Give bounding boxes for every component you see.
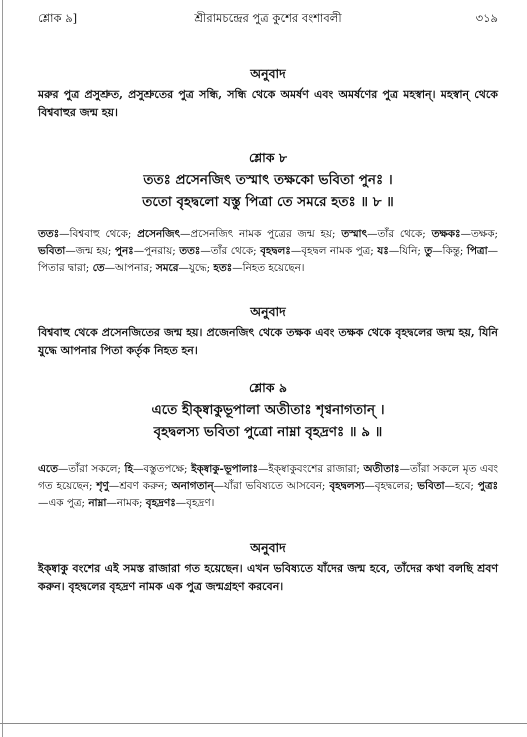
synonym-meaning: —বস্তুতপক্ষে; xyxy=(132,463,192,475)
translation-heading-3: অনুবাদ xyxy=(250,540,286,555)
translation-heading-2: অনুবাদ xyxy=(250,304,286,319)
synonym-word: অনাগতান্ xyxy=(171,480,214,492)
header-page-number: ৩১৯ xyxy=(475,11,498,25)
verse-9-line-2: বৃহদ্বলস্য ভবিতা পুত্রো নাম্না বৃহদ্রণঃ ॥ ৯ ॥ xyxy=(153,424,383,440)
synonym-meaning: —তাঁরা সকলে; xyxy=(57,463,125,475)
synonyms-verse-8 xyxy=(38,226,498,277)
synonym-word: পিত্রা xyxy=(466,245,488,257)
synonym-meaning: —যিনি; xyxy=(388,245,425,257)
synonym-meaning: —প্রসেনজিৎ নামক পুত্রের জন্ম হয়; xyxy=(180,228,342,240)
synonym-meaning: —তক্ষক; xyxy=(460,228,498,240)
synonym-word: নাম্না xyxy=(88,497,107,509)
synonym-word: ততঃ xyxy=(38,228,60,240)
synonym-word: শৃণু xyxy=(96,480,109,492)
synonym-word: হতঃ xyxy=(213,262,233,274)
verse-8-line-2: ততো বৃহদ্বলো যস্তু পিত্রা তে সমরে হতঃ ॥ ৮ ॥ xyxy=(142,194,394,210)
synonym-meaning: —নিহত হয়েছেন। xyxy=(232,262,305,274)
synonym-word: যঃ xyxy=(377,245,389,257)
synonym-word: তু xyxy=(424,245,433,257)
synonym-meaning: —বৃহদ্বল নামক পুত্র; xyxy=(290,245,378,257)
synonym-meaning: —যাঁরা ভবিষ্যতে আসবেন; xyxy=(213,480,330,492)
synonym-meaning: —এক পুত্র; xyxy=(38,497,89,509)
synonym-word: বৃহদ্বলস্য xyxy=(329,480,365,492)
synonym-meaning: —বিশ্ববাহু থেকে; xyxy=(59,228,138,240)
synonym-meaning: —কিন্তু; xyxy=(432,245,467,257)
synonym-meaning: —নামক; xyxy=(106,497,146,509)
header-chapter-title: শ্রীরামচন্দ্রের পুত্র কুশের বংশাবলী xyxy=(194,11,342,25)
synonym-meaning: —জন্ম হয়; xyxy=(65,245,115,257)
synonym-meaning: —বৃহদ্বলের; xyxy=(364,480,418,492)
verse-9-title: শ্লোক ৯ xyxy=(248,380,288,395)
synonym-meaning: —যুদ্ধে; xyxy=(178,262,214,274)
synonym-word: তে xyxy=(92,262,105,274)
synonym-word: ভবিতা xyxy=(38,245,66,257)
translation-text-2: বিশ্ববাহু থেকে প্রসেনজিতের জন্ম হয়। প্রজেনজিৎ থেকে তক্ষক এবং তক্ষক থেকে বৃহদ্বলের জন্ম হয়, যিনি যুদ্ধে আপনার পিতা কর্তৃক নিহত হন। xyxy=(38,326,498,357)
translation-text-3: ইক্ষ্বাকু বংশের এই সমস্ত রাজারা গত হয়েছেন। এখন ভবিষ্যতে যাঁদের জন্ম হবে, তাঁদের কথা বলছি শ্রবণ করুন। বৃহদ্বলের বৃহদ্রণ নামক এক পুত্র জন্মগ্রহণ করবেন। xyxy=(38,562,498,593)
header-verse-ref: শ্লোক ৯] xyxy=(38,11,78,25)
synonym-meaning: —হবে; xyxy=(444,480,478,492)
verse-8-line-1: ততঃ প্রসেনজিৎ তস্মাৎ তক্ষকো ভবিতা পুনঃ । xyxy=(143,172,393,188)
synonym-meaning: —ইক্ষ্বাকুবংশের রাজারা; xyxy=(257,463,364,475)
page-left-edge xyxy=(2,0,3,737)
synonym-word: তক্ষকঃ xyxy=(431,228,461,240)
synonym-meaning: —তাঁর থেকে; xyxy=(367,228,432,240)
translation-heading-1: অনুবাদ xyxy=(250,66,286,81)
synonym-word: পুত্রঃ xyxy=(477,480,498,492)
synonym-meaning: —তাঁর থেকে; xyxy=(200,245,261,257)
synonym-word: অতীতাঃ xyxy=(363,463,400,475)
synonym-word: বৃহদ্বলঃ xyxy=(260,245,291,257)
synonym-meaning: —আপনার; xyxy=(104,262,156,274)
synonym-meaning: —পুনরায়; xyxy=(133,245,180,257)
translation-text-1: মরুর পুত্র প্রসুশ্রুত, প্রসুশ্রুতের পুত্র সন্ধি, সন্ধি থেকে অমর্ষণ এবং অমর্ষণের পুত্র মহস্বান্। মহস্বান্ থেকে বিশ্ববাহুর জন্ম হয়। xyxy=(38,88,498,119)
synonym-word: বৃহদ্রণঃ xyxy=(145,497,176,509)
synonyms-verse-9 xyxy=(38,461,498,512)
running-header xyxy=(38,10,498,26)
verse-9-line-1: এতে হীক্ষ্বাকুভূপালা অতীতাঃ শৃণ্বনাগতান্ । xyxy=(151,402,385,418)
synonym-meaning: —পিতার দ্বারা; xyxy=(38,245,498,274)
synonym-meaning: —তাঁরা সকলে মৃত এবং গত হয়েছেন; xyxy=(38,463,498,492)
verse-8-title: শ্লোক ৮ xyxy=(248,150,288,165)
synonym-word: সমরে xyxy=(155,262,179,274)
synonym-word: প্রসেনজিৎ xyxy=(137,228,180,240)
synonym-word: ভবিতা xyxy=(417,480,445,492)
synonym-word: পুনঃ xyxy=(114,245,134,257)
synonym-word: তস্মাৎ xyxy=(341,228,368,240)
synonym-meaning: —শ্রবণ করুন; xyxy=(108,480,172,492)
page-bottom-edge xyxy=(0,723,527,724)
synonym-word: ইক্ষ্বাকু-ভূপালাঃ xyxy=(191,463,258,475)
synonym-word: ততঃ xyxy=(179,245,201,257)
synonym-word: হি xyxy=(124,463,133,475)
synonym-word: এতে xyxy=(38,463,58,475)
synonym-meaning: —বৃহদ্রণ। xyxy=(175,497,215,509)
